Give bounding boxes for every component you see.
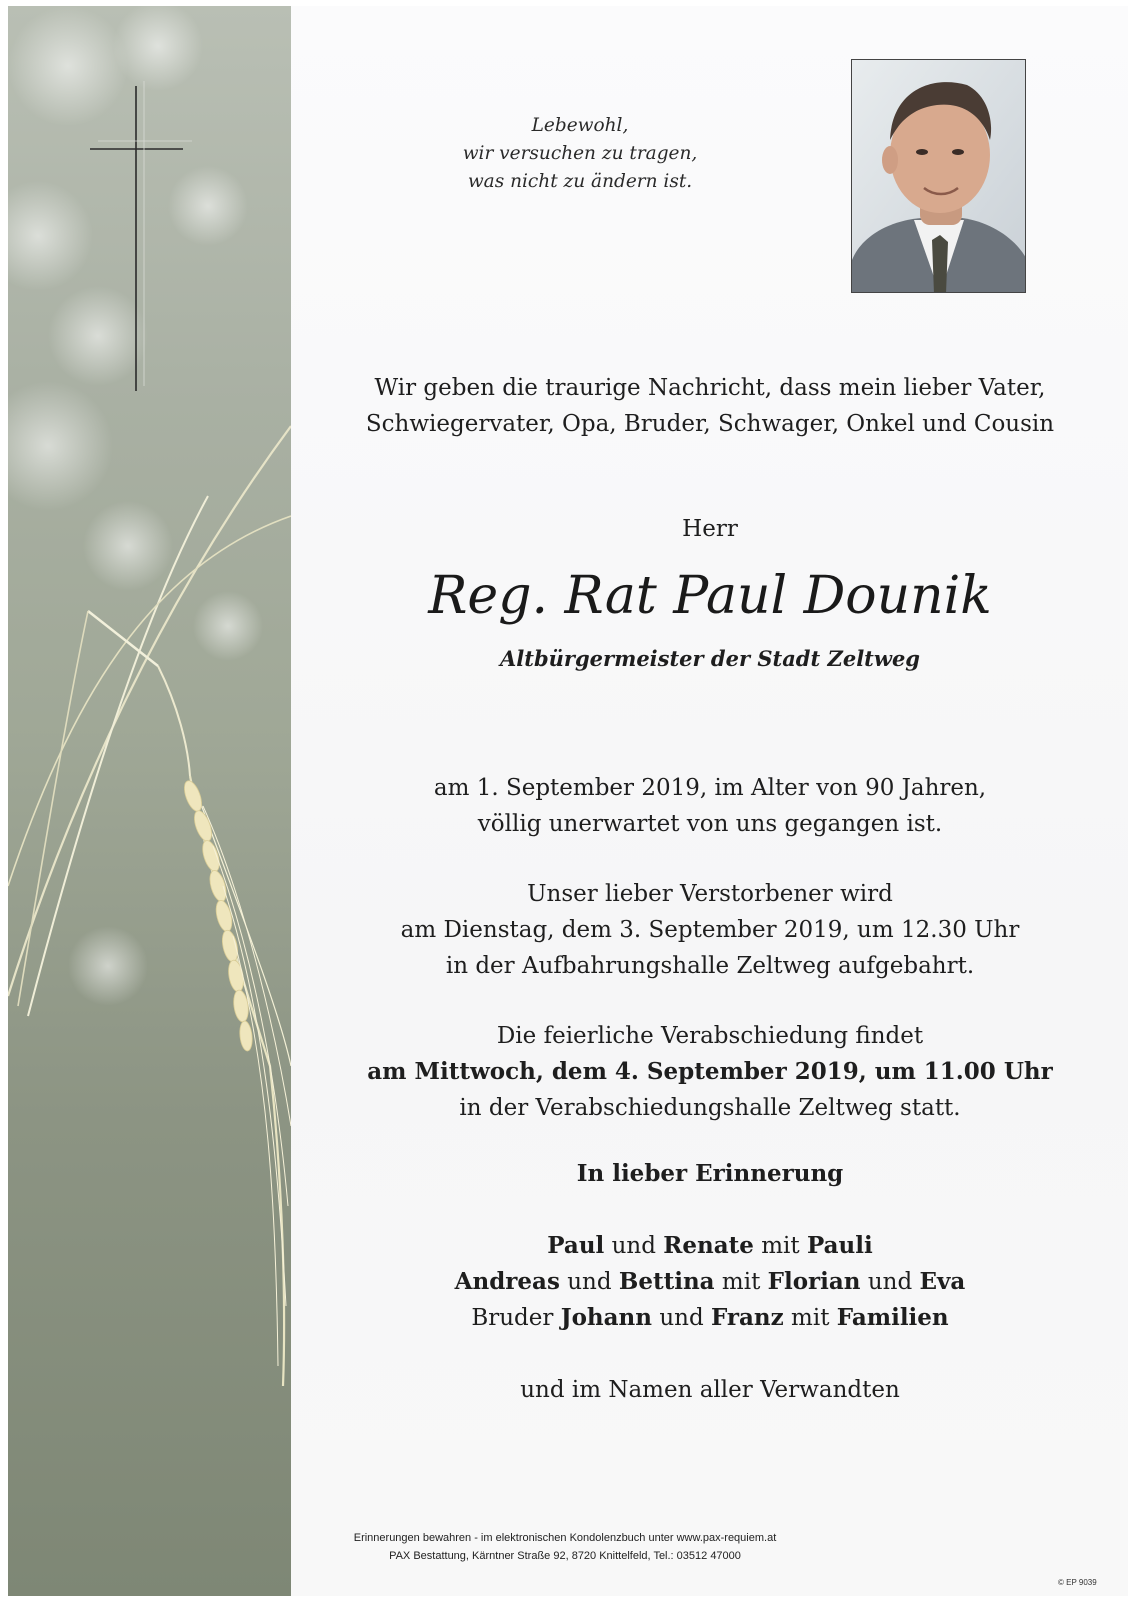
farewell-date: am Mittwoch, dem 4. September 2019, um 11.00 Uhr (367, 1058, 1053, 1085)
quote-line: wir versuchen zu tragen, (462, 143, 698, 164)
connector: und (659, 1305, 704, 1331)
salutation: Herr (682, 516, 738, 542)
viewing-line: Unser lieber Verstorbener wird (527, 881, 893, 907)
intro-line: Wir geben die traurige Nachricht, dass mein lieber Vater, (374, 375, 1046, 401)
viewing-line: am Dienstag, dem 3. September 2019, um 12.30 Uhr (400, 917, 1020, 943)
quote-line: Lebewohl, (531, 115, 629, 136)
mourner-name: Familien (836, 1304, 949, 1331)
mourners-list (300, 1228, 1120, 1336)
footer-line: Erinnerungen bewahren - im elektronischen Kondolenzbuch unter www.pax-requiem.at (353, 1532, 777, 1544)
remembrance-heading: In lieber Erinnerung (576, 1160, 844, 1187)
mourner-row (300, 1228, 1120, 1264)
farewell-line: in der Verabschiedungshalle Zeltweg statt. (459, 1095, 961, 1121)
template-code: © EP 9039 (1058, 1578, 1097, 1587)
mourner-row (300, 1300, 1120, 1336)
connector: und (611, 1233, 656, 1259)
connector: mit (721, 1269, 761, 1295)
viewing-line: in der Aufbahrungshalle Zeltweg aufgebahrt. (445, 953, 975, 979)
mourner-name: Eva (919, 1268, 966, 1295)
quote-line: was nicht zu ändern ist. (467, 171, 693, 192)
connector: und (567, 1269, 612, 1295)
farewell-quote (390, 112, 770, 196)
mourner-name: Renate (663, 1232, 754, 1259)
mourner-name: Johann (560, 1304, 652, 1331)
mourner-name: Paul (547, 1232, 605, 1259)
intro-line: Schwiegervater, Opa, Bruder, Schwager, Onkel und Cousin (365, 411, 1055, 437)
death-notice (300, 770, 1120, 842)
connector: mit (791, 1305, 830, 1331)
connector: mit (761, 1233, 800, 1259)
mourner-name: Franz (710, 1304, 784, 1331)
footer (305, 1529, 825, 1565)
connector: und (867, 1269, 913, 1295)
sidebar-wheat-image (8, 6, 291, 1596)
connector: Bruder (471, 1305, 554, 1331)
announcement-intro (300, 370, 1120, 442)
deceased-title: Altbürgermeister der Stadt Zeltweg (500, 646, 920, 671)
viewing-info (300, 876, 1120, 984)
death-line: am 1. September 2019, im Alter von 90 Jahren, (433, 775, 987, 801)
mourner-name: Andreas (454, 1268, 560, 1295)
mourner-row (300, 1264, 1120, 1300)
death-line: völlig unerwartet von uns gegangen ist. (477, 811, 943, 837)
mourner-name: Bettina (618, 1268, 715, 1295)
mourner-name: Florian (767, 1268, 861, 1295)
farewell-info (300, 1018, 1120, 1126)
farewell-line: Die feierliche Verabschiedung findet (496, 1023, 924, 1049)
deceased-name: Reg. Rat Paul Dounik (428, 566, 992, 626)
portrait-photo (851, 59, 1026, 293)
mourner-name: Pauli (806, 1232, 873, 1259)
footer-line: PAX Bestattung, Kärntner Straße 92, 8720 Knittelfeld, Tel.: 03512 47000 (389, 1550, 741, 1562)
relatives-line: und im Namen aller Verwandten (520, 1377, 900, 1403)
